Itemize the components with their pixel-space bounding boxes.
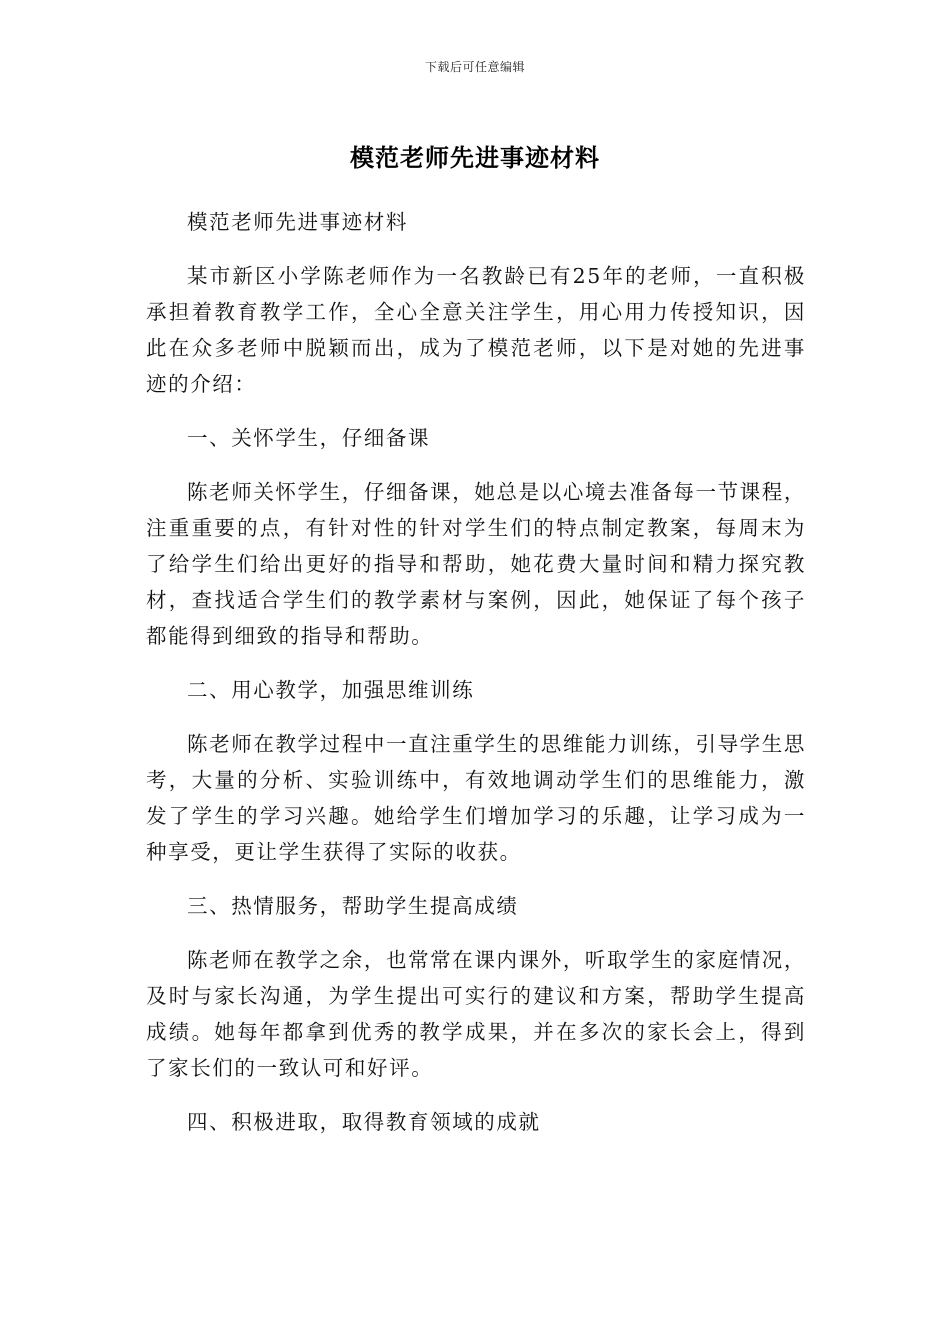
section-heading-3: 三、热情服务，帮助学生提高成绩 (187, 894, 519, 918)
document-title: 模范老师先进事迹材料 (350, 144, 600, 172)
document-body (146, 204, 806, 1158)
section-heading-4: 四、积极进取，取得教育领域的成就 (187, 1110, 541, 1134)
paragraph-section-3: 陈老师在教学之余，也常常在课内课外，听取学生的家庭情况，及时与家长沟通，为学生提出可实行的建议和方案，帮助学生提高成绩。她每年都拿到优秀的教学成果，并在多次的家长会上，得到了家长们的一致认可和好评。 (146, 948, 806, 1080)
paragraph-section-1: 陈老师关怀学生，仔细备课，她总是以心境去准备每一节课程，注重重要的点，有针对性的针对学生们的特点制定教案，每周末为了给学生们给出更好的指导和帮助，她花费大量时间和精力探究教材，查找适合学生们的教学素材与案例，因此，她保证了每个孩子都能得到细致的指导和帮助。 (146, 480, 806, 648)
header-note: 下载后可任意编辑 (424, 60, 525, 74)
section-heading-2: 二、用心教学，加强思维训练 (187, 678, 475, 702)
section-heading-1: 一、关怀学生，仔细备课 (187, 426, 431, 450)
paragraph-subtitle: 模范老师先进事迹材料 (187, 210, 408, 234)
paragraph-section-2: 陈老师在教学过程中一直注重学生的思维能力训练，引导学生思考，大量的分析、实验训练中，有效地调动学生们的思维能力，激发了学生的学习兴趣。她给学生们增加学习的乐趣，让学习成为一种享受，更让学生获得了实际的收获。 (146, 732, 806, 864)
paragraph-intro: 某市新区小学陈老师作为一名教龄已有25年的老师，一直积极承担着教育教学工作，全心全意关注学生，用心用力传授知识，因此在众多老师中脱颖而出，成为了模范老师，以下是对她的先进事迹的介绍： (146, 264, 806, 396)
